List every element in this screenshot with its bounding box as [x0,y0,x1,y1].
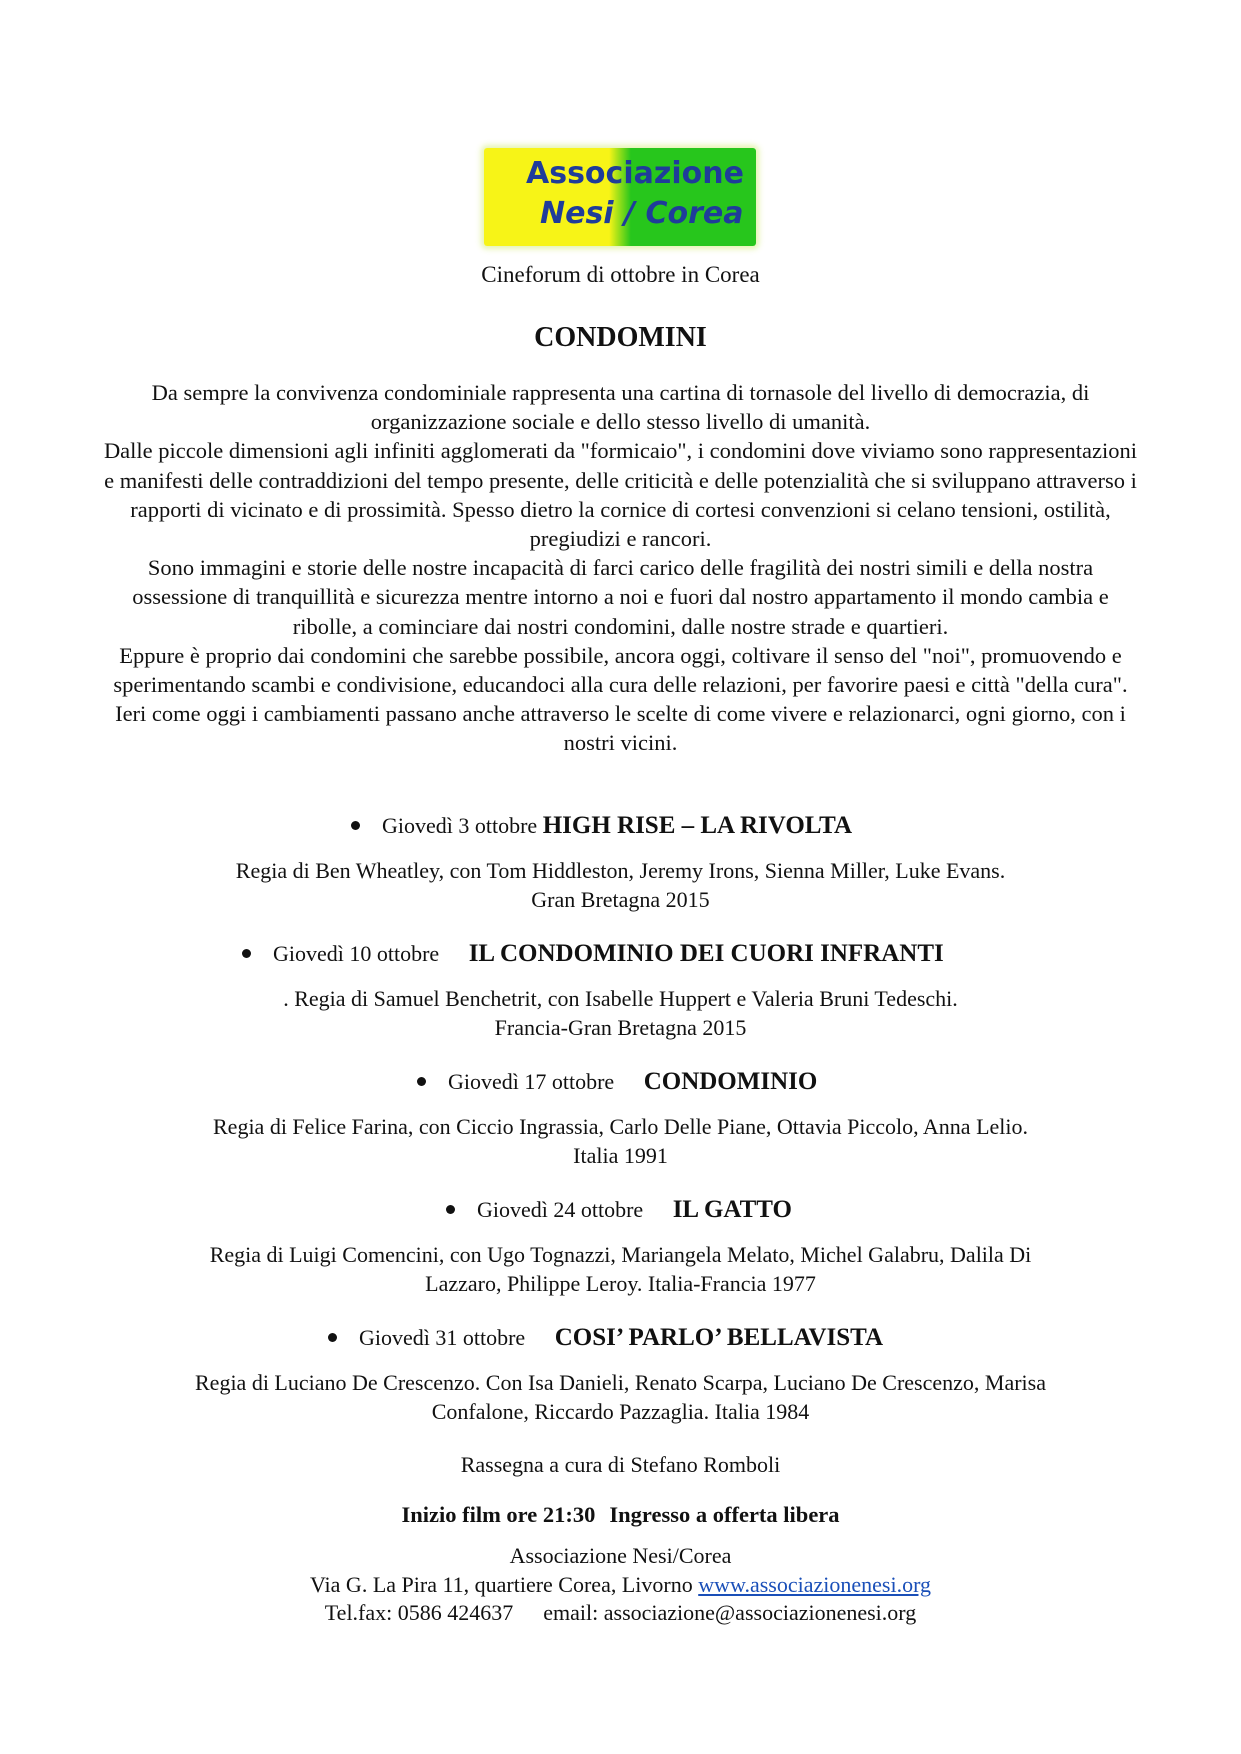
bullet-icon [446,1205,455,1214]
event-heading [242,940,944,968]
event-heading [328,1324,883,1352]
event-heading [446,1196,792,1224]
event-description [100,984,1141,1042]
event-origin: Italia 1991 [573,1143,668,1168]
logo-text-line1: Associazione [526,156,744,191]
event-origin: Lazzaro, Philippe Leroy. Italia-Francia 1977 [425,1271,816,1296]
contact-address-line [100,1571,1141,1600]
event-date: Giovedì 24 ottobre [477,1197,644,1222]
event-date: Giovedì 31 ottobre [359,1325,526,1350]
event-date: Giovedì 3 ottobre [382,813,538,838]
event-heading [351,812,852,840]
event-description [100,1368,1141,1426]
entry-info: Ingresso a offerta libera [609,1502,840,1527]
event-origin: Confalone, Riccardo Pazzaglia. Italia 1984 [431,1399,810,1424]
intro-paragraph: Da sempre la convivenza condominiale rappresenta una cartina di tornasole del livello di democrazia, di organizzazione sociale e dello stesso livello di umanità. [151,380,1090,435]
logo-text-line2: Nesi / Corea [540,196,744,231]
bullet-icon [328,1333,337,1342]
event-description [100,856,1141,914]
intro-paragraph: Dalle piccole dimensioni agli infiniti agglomerati da "formicaio", i condomini dove viviamo sono rappresentazioni e manifesti delle contraddizioni del tempo presente, delle criticità e delle potenzialità che si sviluppano attraverso i rapporti di vicinato e di prossimità. Spesso dietro la cornice di cortesi convenzioni si celano tensioni, ostilità, pregiudizi e rancori. [103,438,1138,552]
event-credits: Regia di Luigi Comencini, con Ugo Tognazzi, Mariangela Melato, Michel Galabru, Dalila Di [209,1242,1032,1267]
intro-paragraph: Sono immagini e storie delle nostre incapacità di farci carico delle fragilità dei nostri simili e della nostra ossessione di tranquillità e sicurezza mentre intorno a noi e fuori dal nostro appartamento il mondo cambia e ribolle, a cominciare dai nostri condomini, dalle nostre strade e quartieri. [132,555,1109,639]
subtitle: Cineforum di ottobre in Corea [481,262,760,287]
event-film-title: IL CONDOMINIO DEI CUORI INFRANTI [468,940,944,967]
event-credits: . Regia di Samuel Benchetrit, con Isabelle Huppert e Valeria Bruni Tedeschi. [283,986,958,1011]
intro-text [100,378,1141,758]
event-film-title: IL GATTO [672,1196,792,1223]
bullet-icon [417,1077,426,1086]
bullet-icon [242,949,251,958]
event-heading [417,1068,817,1096]
start-time: Inizio film ore 21:30 [401,1502,596,1527]
contact-phone-email [100,1599,1141,1628]
event-origin: Gran Bretagna 2015 [531,887,710,912]
event-date: Giovedì 17 ottobre [448,1069,615,1094]
event-credits: Regia di Luciano De Crescenzo. Con Isa Danieli, Renato Scarpa, Luciano De Crescenzo, Marisa [195,1370,1046,1395]
contact-tel: Tel.fax: 0586 424637 [324,1600,514,1625]
event-film-title: HIGH RISE – LA RIVOLTA [542,812,853,839]
website-link[interactable]: www.associazionenesi.org [698,1571,931,1597]
event-credits: Regia di Ben Wheatley, con Tom Hiddleston, Jeremy Irons, Sienna Miller, Luke Evans. [235,858,1006,883]
contact-email: email: associazione@associazionenesi.org [543,1600,917,1625]
event-credits: Regia di Felice Farina, con Ciccio Ingrassia, Carlo Delle Piane, Ottavia Piccolo, Anna Lelio. [213,1114,1028,1139]
event-description [100,1112,1141,1170]
contact-org: Associazione Nesi/Corea [509,1543,732,1568]
curator-line: Rassegna a cura di Stefano Romboli [460,1452,781,1477]
event-film-title: CONDOMINIO [643,1068,818,1095]
event-film-title: COSI’ PARLO’ BELLAVISTA [554,1324,884,1351]
association-logo [484,148,756,246]
start-info [100,1502,1141,1528]
page-title: CONDOMINI [534,322,707,353]
contact-address: Via G. La Pira 11, quartiere Corea, Livorno [309,1571,693,1597]
event-date: Giovedì 10 ottobre [273,941,440,966]
intro-paragraph: Ieri come oggi i cambiamenti passano anche attraverso le scelte di come vivere e relazionarci, ogni giorno, con i nostri vicini. [115,701,1126,756]
bullet-icon [351,821,360,830]
contact-block [100,1542,1141,1628]
intro-paragraph: Eppure è proprio dai condomini che sarebbe possibile, ancora oggi, coltivare il senso del "noi", promuovendo e sperimentando scambi e condivisione, educandoci alla cura delle relazioni, per favorire paesi e città "della cura". [113,642,1128,698]
event-description [100,1240,1141,1298]
event-origin: Francia-Gran Bretagna 2015 [494,1015,747,1040]
